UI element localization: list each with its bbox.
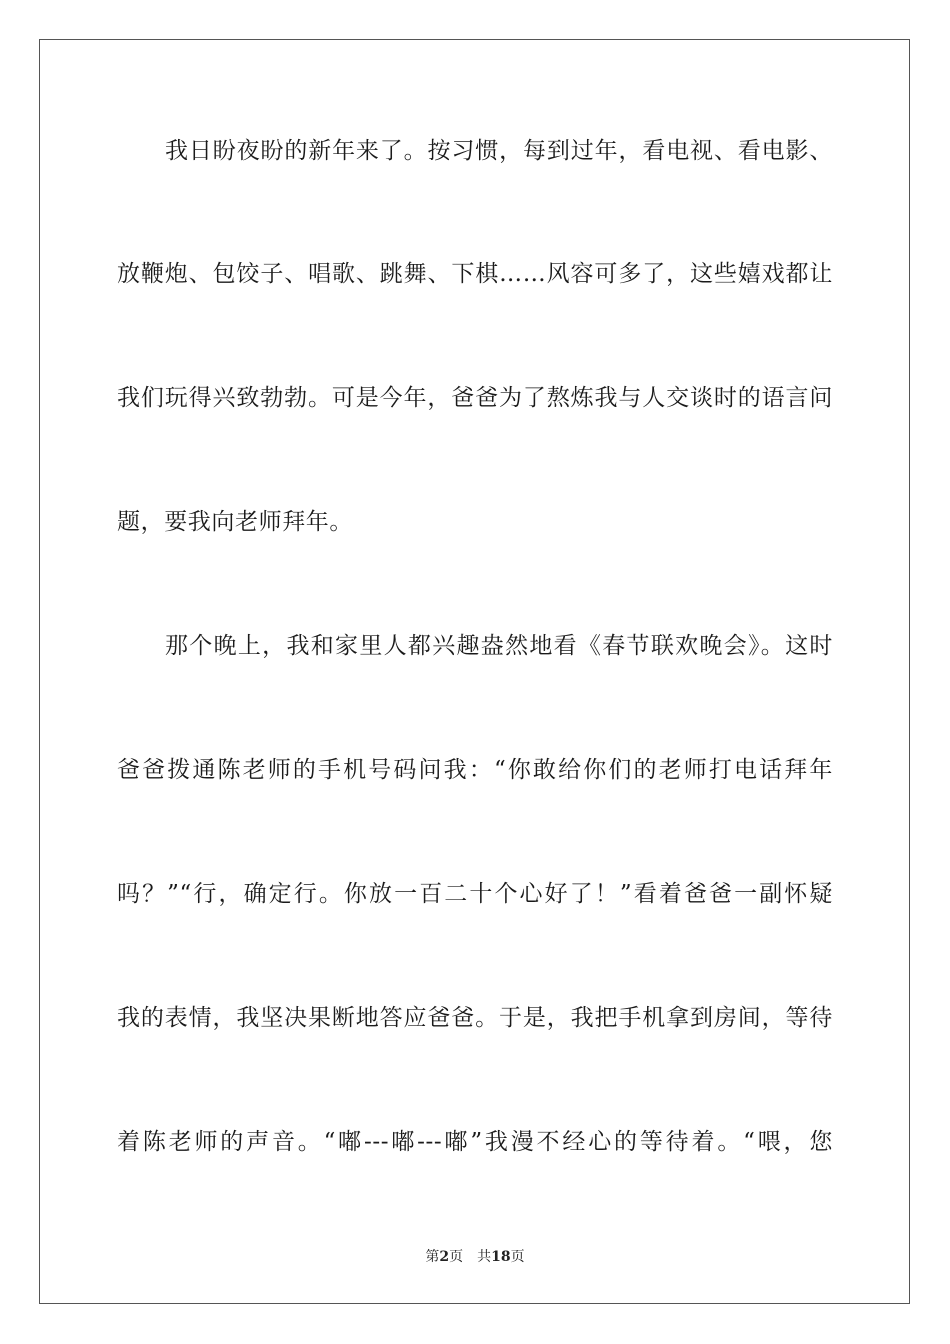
page-suffix: 页 [449, 1249, 464, 1265]
body-line-1: 我日盼夜盼的新年来了。按习惯，每到过年，看电视、看电影、 [165, 138, 833, 164]
total-prefix: 共 [477, 1249, 492, 1265]
body-line-4: 题，要我向老师拜年。 [117, 509, 353, 535]
page-footer [0, 1247, 950, 1267]
body-line-2: 放鞭炮、包饺子、唱歌、跳舞、下棋……风容可多了，这些嬉戏都让 [117, 261, 833, 287]
total-pages: 18 [491, 1249, 511, 1265]
body-line-6: 爸爸拨通陈老师的手机号码问我：“你敢给你们的老师打电话拜年 [117, 757, 833, 783]
body-line-8: 我的表情，我坚决果断地答应爸爸。于是，我把手机拿到房间，等待 [117, 1005, 833, 1031]
body-line-3: 我们玩得兴致勃勃。可是今年，爸爸为了熬炼我与人交谈时的语言问 [117, 385, 833, 411]
total-suffix: 页 [510, 1249, 525, 1265]
page-border [39, 39, 910, 1304]
body-line-9: 着陈老师的声音。“嘟---嘟---嘟”我漫不经心的等待着。“喂，您 [117, 1129, 833, 1155]
body-line-7: 吗？”“行，确定行。你放一百二十个心好了！”看着爸爸一副怀疑 [117, 881, 833, 907]
page-prefix: 第 [425, 1249, 440, 1265]
body-line-5: 那个晚上，我和家里人都兴趣盎然地看《春节联欢晚会》。这时 [165, 633, 833, 659]
page-number: 2 [439, 1249, 450, 1265]
